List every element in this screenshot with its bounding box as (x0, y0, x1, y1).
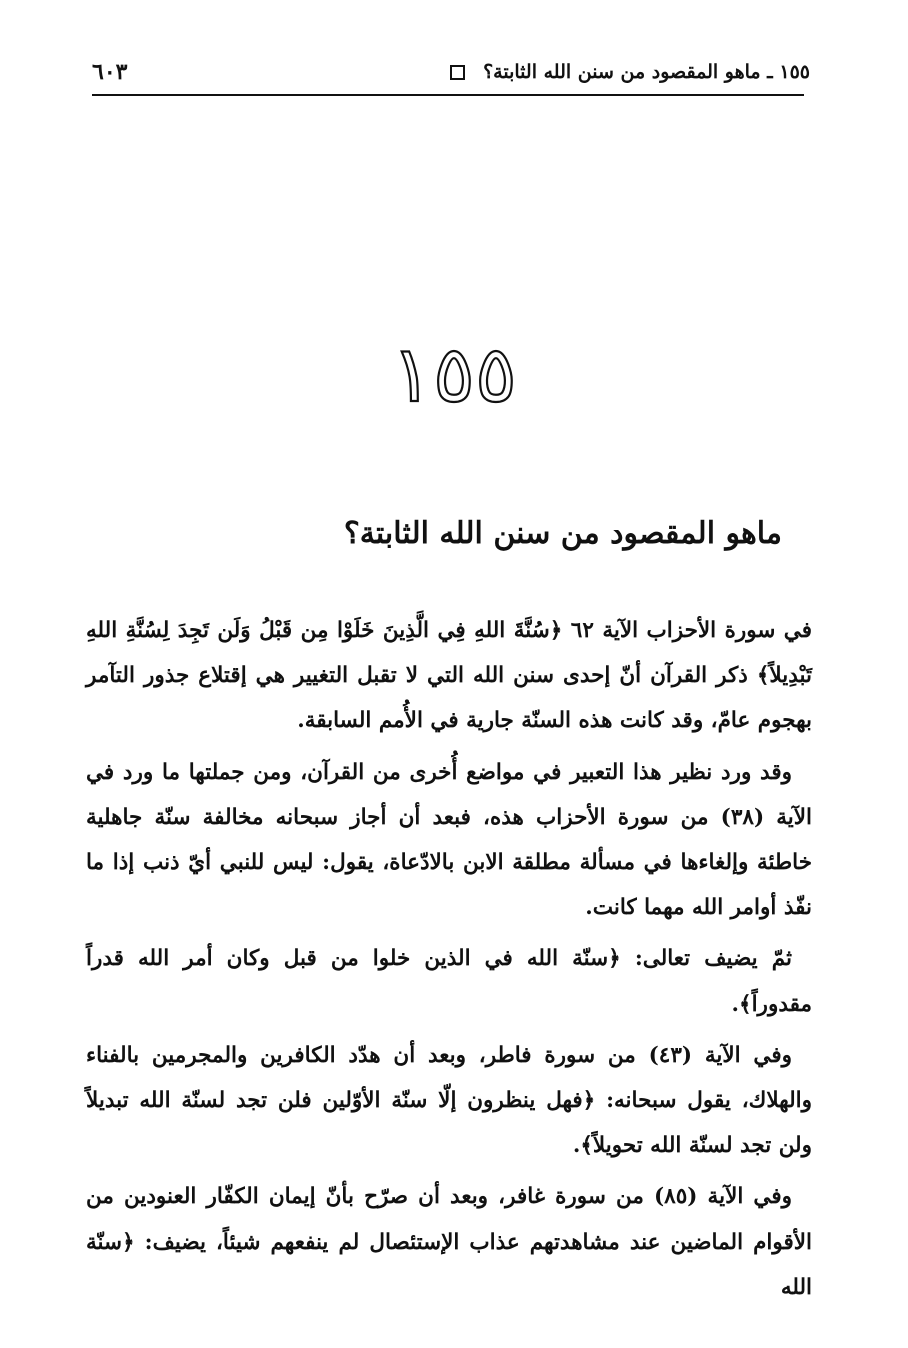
header-divider (92, 94, 804, 96)
header-title-group (450, 61, 810, 83)
header-title: ١٥٥ ـ ماهو المقصود من سنن الله الثابتة؟ (483, 61, 810, 83)
body-text (86, 608, 812, 1316)
paragraph: وفي الآية (٨٥) من سورة غافر، وبعد أن صرّح بأنّ إيمان الكفّار العنودين من الأقوام الماضين عند مشاهدتهم عذاب الإستئصال لم ينفعهم شيئاً، يضيف: ﴿سنّة الله (86, 1184, 812, 1300)
paragraph: ثمّ يضيف تعالى: ﴿سنّة الله في الذين خلوا من قبل وكان أمر الله قدراً مقدوراً﴾. (86, 946, 812, 1017)
chapter-number: ١٥٥ (391, 330, 517, 420)
paragraph: في سورة الأحزاب الآية ٦٢ ﴿سُنَّةَ اللهِ فِي الَّذِينَ خَلَوْا مِن قَبْلُ وَلَن تَجِدَ لِسُنَّةِ اللهِ تَبْدِيلاً﴾ ذكر القرآن أنّ إحدى سنن الله التي لا تقبل التغيير هي إقتلاع جذور التآمر بهجوم عامّ، وقد كانت هذه السنّة جارية في الأُمم السابقة. (86, 618, 812, 734)
running-header (92, 52, 810, 92)
paragraph: وقد ورد نظير هذا التعبير في مواضع أُخرى من القرآن، ومن جملتها ما ورد في الآية (٣٨) من سورة الأحزاب هذه، فبعد أن أجاز سبحانه مخالفة سنّة جاهلية خاطئة وإلغاءها في مسألة مطلقة الابن بالادّعاة، يقول: ليس للنبي أيّ ذنب إذا ما نفّذ أوامر الله مهما كانت. (86, 759, 813, 921)
page-number: ٦٠٣ (92, 59, 128, 85)
square-ornament-icon (450, 65, 465, 80)
chapter-title: ماهو المقصود من سنن الله الثابتة؟ (343, 516, 782, 551)
paragraph: وفي الآية (٤٣) من سورة فاطر، وبعد أن هدّد الكافرين والمجرمين بالفناء والهلاك، يقول سبحانه: ﴿فهل ينظرون إلّا سنّة الأوّلين فلن تجد لسنّة الله تبديلاً ولن تجد لسنّة الله تحويلاً﴾. (86, 1042, 812, 1159)
